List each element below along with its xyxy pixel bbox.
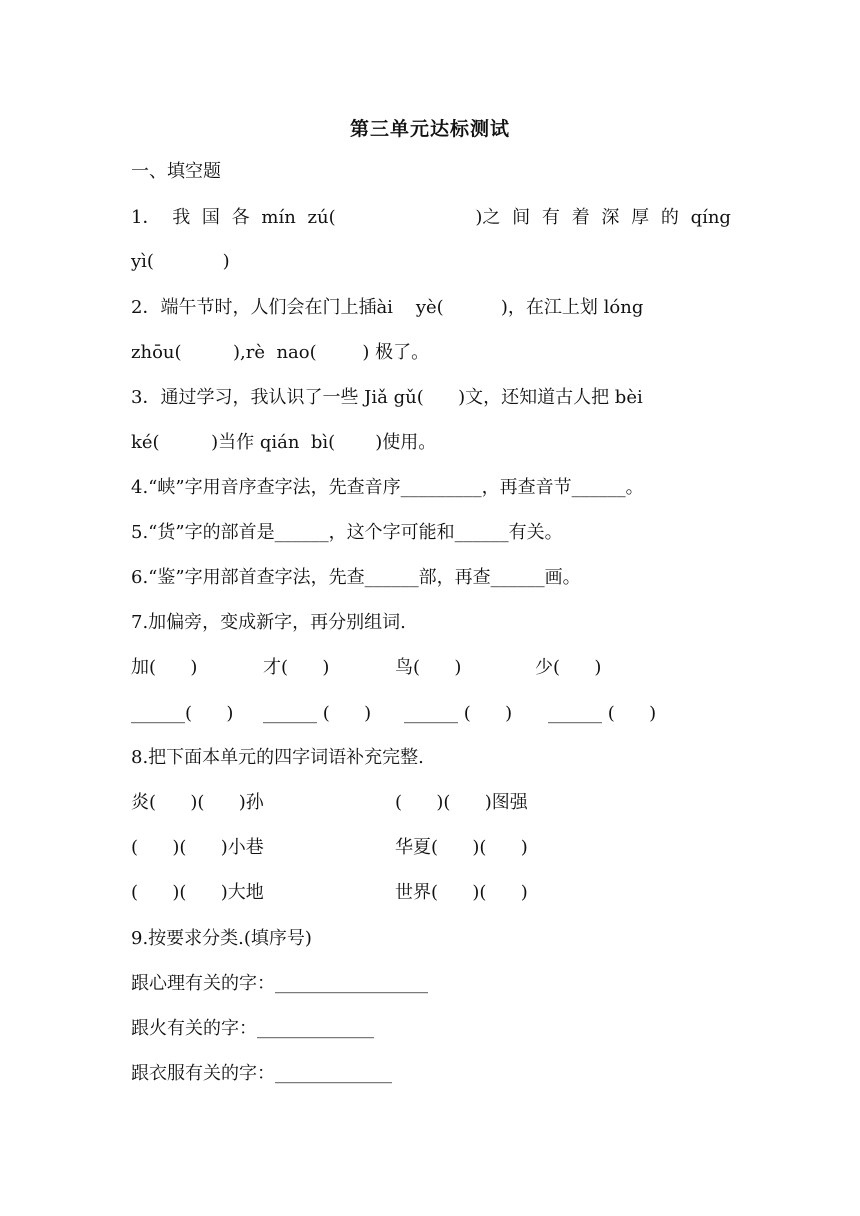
- question-8-prompt: 8.把下面本单元的四字词语补充完整.: [131, 747, 424, 768]
- question-9-prompt: 9.按要求分类.(填序号): [131, 928, 312, 949]
- q8-idiom-blank: ( )( )小巷: [131, 837, 264, 858]
- q8-idiom-blank: ( )( )大地: [131, 882, 264, 903]
- q9-category-line: 跟火有关的字：_____________: [131, 1018, 374, 1039]
- q7-radical-item: 才( ): [263, 657, 330, 678]
- q1-part: 我: [172, 207, 191, 228]
- q1-blank-open: zú(: [307, 207, 336, 228]
- question-4: 4.“峡”字用音序查字法，先查音序_________，再查音节______。: [131, 477, 644, 498]
- q1-part: 间: [512, 207, 531, 228]
- q7-radical-item: 鸟( ): [395, 657, 462, 678]
- q1-part: 着: [571, 207, 590, 228]
- section-heading: 一、填空题: [131, 161, 221, 182]
- q7-word-blank: ______ ( ): [404, 703, 513, 724]
- q1-part: 有: [541, 207, 560, 228]
- q8-idiom-blank: 华夏( )( ): [395, 837, 528, 858]
- q9-category-line: 跟心理有关的字：_________________: [131, 973, 428, 994]
- q8-idiom-blank: ( )( )图强: [395, 792, 528, 813]
- question-1-line-2: yì( ): [131, 251, 230, 272]
- question-1-line-1: [131, 204, 731, 232]
- q1-part: 的: [660, 207, 679, 228]
- q8-idiom-blank: 世界( )( ): [395, 882, 528, 903]
- q7-word-blank: ______ ( ): [548, 703, 657, 724]
- q1-part: 深: [601, 207, 620, 228]
- q8-idiom-blank: 炎( )( )孙: [131, 792, 264, 813]
- question-3-line-2: ké( )当作 qián bì( )使用。: [131, 432, 437, 453]
- page-title: 第三单元达标测试: [349, 118, 510, 140]
- q1-part: qíng: [690, 207, 731, 228]
- q1-part: mín: [261, 207, 296, 228]
- q7-radical-item: 加( ): [131, 657, 198, 678]
- q1-part: 国: [201, 207, 220, 228]
- question-5: 5.“货”字的部首是______，这个字可能和______有关。: [131, 522, 563, 543]
- q7-word-blank: ______( ): [131, 703, 234, 724]
- question-2-line-1: 2．端午节时，人们会在门上插ài yè( )，在江上划 lóng: [131, 297, 644, 318]
- q1-part: 各: [231, 207, 250, 228]
- q1-part: )之: [475, 207, 501, 228]
- question-3-line-1: 3．通过学习，我认识了一些 Jiǎ gǔ( )文，还知道古人把 bèi: [131, 387, 643, 408]
- question-2-line-2: zhōu( ),rè nao( ) 极了。: [131, 342, 430, 363]
- q7-word-blank: ______ ( ): [263, 703, 372, 724]
- question-6: 6.“鉴”字用部首查字法，先查______部，再查______画。: [131, 567, 581, 588]
- q1-part: 1．: [131, 207, 161, 228]
- q7-radical-item: 少( ): [535, 657, 602, 678]
- q1-part: 厚: [631, 207, 650, 228]
- q9-category-line: 跟衣服有关的字：_____________: [131, 1063, 392, 1084]
- question-7-prompt: 7.加偏旁，变成新字，再分别组词.: [131, 612, 406, 633]
